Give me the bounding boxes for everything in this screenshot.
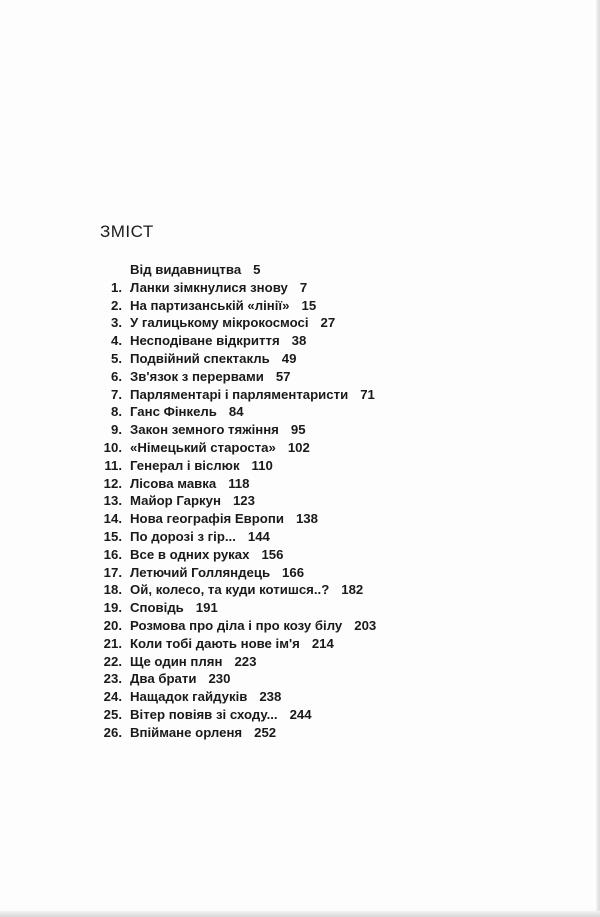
entry-page: 244: [289, 706, 312, 722]
entry-number: 4.: [111, 333, 122, 349]
entry-page: 230: [208, 671, 231, 687]
entry-number: 21.: [103, 635, 122, 651]
entry-page: 57: [275, 368, 291, 384]
toc-entry: [100, 653, 376, 671]
toc-entry: [100, 510, 376, 528]
entry-number: 6.: [111, 368, 122, 384]
entry-page: 71: [360, 386, 375, 402]
toc-entry: [100, 368, 376, 386]
entry-number: 14.: [103, 511, 122, 527]
toc-entry: [100, 617, 376, 635]
entry-title: Впіймане орленя: [130, 724, 243, 740]
entry-page: 27: [320, 315, 336, 331]
entry-page: 166: [282, 564, 305, 580]
toc-entry: [100, 546, 376, 564]
entry-page: 49: [281, 350, 297, 366]
entry-page: 110: [251, 457, 273, 473]
entry-page: 118: [228, 475, 250, 491]
entry-number: 16.: [103, 546, 122, 562]
toc-entry: [100, 439, 376, 457]
toc-entry: [100, 564, 376, 582]
page-title: ЗМІСТ: [100, 222, 154, 241]
entry-title: Нова географія Европи: [130, 511, 284, 527]
entry-page: 7: [299, 279, 308, 295]
entry-page: 203: [354, 617, 377, 633]
entry-title: Ланки зімкнулися знову: [130, 279, 288, 295]
toc-entry: [100, 261, 376, 279]
entry-number: 26.: [103, 724, 122, 740]
entry-page: 15: [301, 297, 317, 313]
entry-number: 18.: [103, 582, 122, 598]
entry-page: 138: [295, 511, 318, 527]
toc-entry: [100, 403, 376, 421]
toc-entry: [100, 457, 376, 475]
entry-title: Вітер повіяв зі сходу...: [130, 706, 278, 722]
entry-title: Майор Гаркун: [130, 493, 221, 509]
toc-entry: [100, 492, 376, 510]
entry-title: Генерал і віслюк: [130, 457, 240, 473]
entry-title: Два брати: [130, 671, 197, 687]
scan-edge-bottom: [0, 911, 600, 917]
entry-page: 156: [261, 546, 284, 562]
entry-page: 223: [234, 653, 257, 669]
entry-number: 17.: [103, 564, 122, 580]
entry-number: 20.: [103, 617, 122, 633]
entry-page: 191: [195, 600, 218, 616]
entry-page: 214: [311, 635, 334, 651]
toc-entry: [100, 350, 376, 368]
toc-entry: [100, 724, 376, 742]
entry-page: 123: [232, 493, 255, 509]
entry-title: Ой, колесо, та куди котишся..?: [130, 582, 330, 598]
entry-title: Від видавництва: [130, 262, 242, 277]
entry-number: 3.: [111, 315, 122, 331]
entry-number: 22.: [103, 653, 122, 669]
entry-number: 19.: [103, 600, 122, 616]
entry-number: 10.: [103, 439, 122, 455]
entry-page: 102: [287, 439, 310, 455]
entry-title: Летючий Голляндець: [130, 564, 271, 580]
toc-entry: [100, 581, 376, 599]
entry-title: Нащадок гайдуків: [130, 689, 248, 705]
entry-number: 7.: [111, 386, 122, 402]
entry-number: 2.: [111, 297, 122, 313]
entry-title: Подвійний спектакль: [130, 350, 270, 366]
entry-title: Зв'язок з перервами: [130, 368, 264, 384]
scan-edge-right: [596, 0, 600, 917]
entry-number: 25.: [103, 706, 122, 722]
entry-title: «Німецький староста»: [130, 439, 276, 455]
entry-page: 252: [254, 724, 277, 740]
entry-page: 5: [253, 262, 261, 277]
entry-title: Сповідь: [130, 600, 184, 616]
entry-title: Ганс Фінкель: [130, 404, 217, 420]
entry-page: 238: [259, 689, 282, 705]
entry-title: Розмова про діла і про козу білу: [130, 617, 343, 633]
entry-page: 182: [341, 582, 364, 598]
entry-title: Закон земного тяжіння: [130, 422, 279, 438]
entry-number: 11.: [104, 457, 122, 473]
toc-entry: [100, 688, 376, 706]
toc-entry: [100, 421, 376, 439]
entry-number: 24.: [103, 689, 122, 705]
entry-page: 95: [290, 422, 306, 438]
entry-title: На партизанській «лінії»: [130, 297, 290, 313]
toc-entry: [100, 297, 376, 315]
entry-number: 12.: [103, 475, 122, 491]
toc-entry: [100, 635, 376, 653]
toc-entry: [100, 670, 376, 688]
toc-entry: [100, 528, 376, 546]
toc-entry: [100, 279, 376, 297]
entry-title: Несподіване відкриття: [130, 333, 280, 349]
entry-title: Лісова мавка: [130, 475, 217, 491]
toc-entry: [100, 332, 376, 350]
toc-entry: [100, 706, 376, 724]
entry-number: [100, 261, 130, 279]
entry-number: 23.: [103, 671, 122, 687]
entry-number: 8.: [111, 404, 122, 420]
toc-entry: [100, 475, 376, 493]
entry-number: 15.: [103, 528, 122, 544]
entry-number: 1.: [111, 279, 122, 295]
entry-number: 5.: [111, 350, 122, 366]
entry-number: 9.: [111, 422, 122, 438]
entry-number: 13.: [103, 493, 122, 509]
toc-entry: [100, 386, 376, 404]
toc-entry: [100, 314, 376, 332]
entry-title: Парляментарі і парляментаристи: [130, 386, 349, 402]
entry-title: По дорозі з гір...: [130, 528, 236, 544]
entry-page: 84: [228, 404, 244, 420]
entry-title: Коли тобі дають нове ім'я: [130, 635, 300, 651]
table-of-contents: [100, 261, 376, 742]
entry-page: 144: [247, 528, 270, 544]
entry-title: Все в одних руках: [130, 546, 250, 562]
entry-page: 38: [291, 333, 307, 349]
entry-title: У галицькому мікрокосмосі: [130, 315, 309, 331]
toc-entry: [100, 599, 376, 617]
entry-title: Ще один плян: [130, 653, 223, 669]
